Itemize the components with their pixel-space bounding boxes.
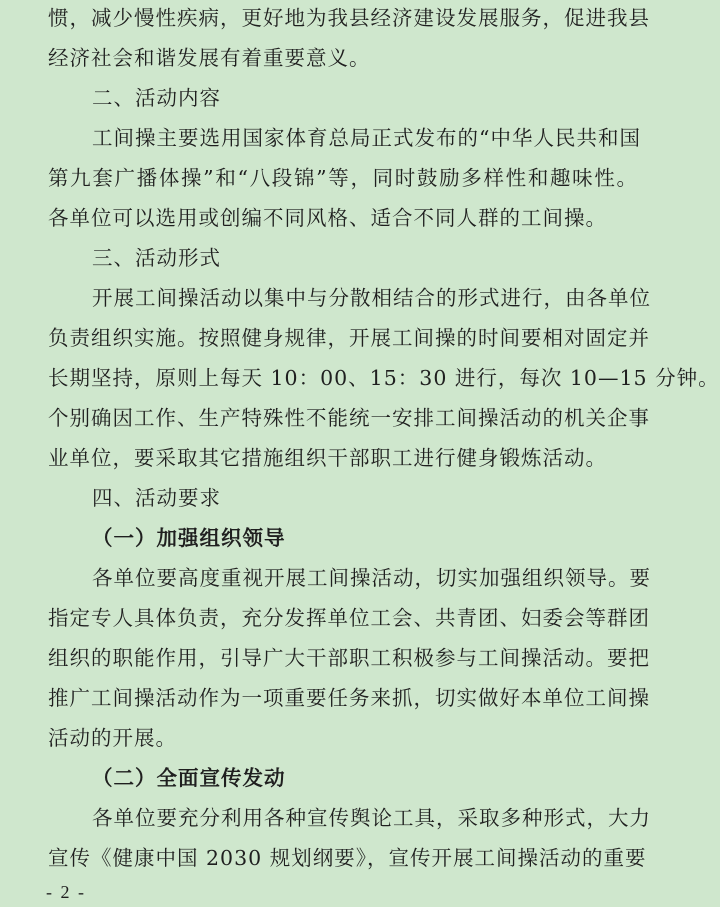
body-line: 各单位要充分利用各种宣传舆论工具，采取多种形式，大力 (92, 806, 651, 830)
section-heading: 二、活动内容 (92, 86, 221, 110)
section-heading: 四、活动要求 (92, 486, 221, 510)
body-line: 活动的开展。 (48, 726, 177, 750)
body-line: 业单位，要采取其它措施组织干部职工进行健身锻炼活动。 (48, 446, 607, 470)
body-line: 长期坚持，原则上每天 10：00、15：30 进行，每次 10—15 分钟。 (48, 366, 720, 390)
subsection-heading: （一）加强组织领导 (92, 526, 286, 550)
body-line: 推广工间操活动作为一项重要任务来抓，切实做好本单位工间操 (48, 686, 650, 710)
body-line: 各单位可以选用或创编不同风格、适合不同人群的工间操。 (48, 206, 607, 230)
section-heading: 三、活动形式 (92, 246, 221, 270)
subsection-heading: （二）全面宣传发动 (92, 766, 286, 790)
body-line: 组织的职能作用，引导广大干部职工积极参与工间操活动。要把 (48, 646, 650, 670)
body-line: 惯，减少慢性疾病，更好地为我县经济建设发展服务，促进我县 (48, 6, 650, 30)
body-line: 经济社会和谐发展有着重要意义。 (48, 46, 371, 70)
page-number: - 2 - (46, 882, 86, 902)
body-line: 开展工间操活动以集中与分散相结合的形式进行，由各单位 (92, 286, 651, 310)
body-line: 各单位要高度重视开展工间操活动，切实加强组织领导。要 (92, 566, 651, 590)
body-line: 个别确因工作、生产特殊性不能统一安排工间操活动的机关企事 (48, 406, 650, 430)
body-line: 指定专人具体负责，充分发挥单位工会、共青团、妇委会等群团 (48, 606, 650, 630)
body-line: 第九套广播体操”和“八段锦”等，同时鼓励多样性和趣味性。 (48, 166, 638, 190)
body-line: 宣传《健康中国 2030 规划纲要》，宣传开展工间操活动的重要 (48, 846, 647, 870)
body-line: 工间操主要选用国家体育总局正式发布的“中华人民共和国 (92, 126, 641, 150)
body-line: 负责组织实施。按照健身规律，开展工间操的时间要相对固定并 (48, 326, 650, 350)
